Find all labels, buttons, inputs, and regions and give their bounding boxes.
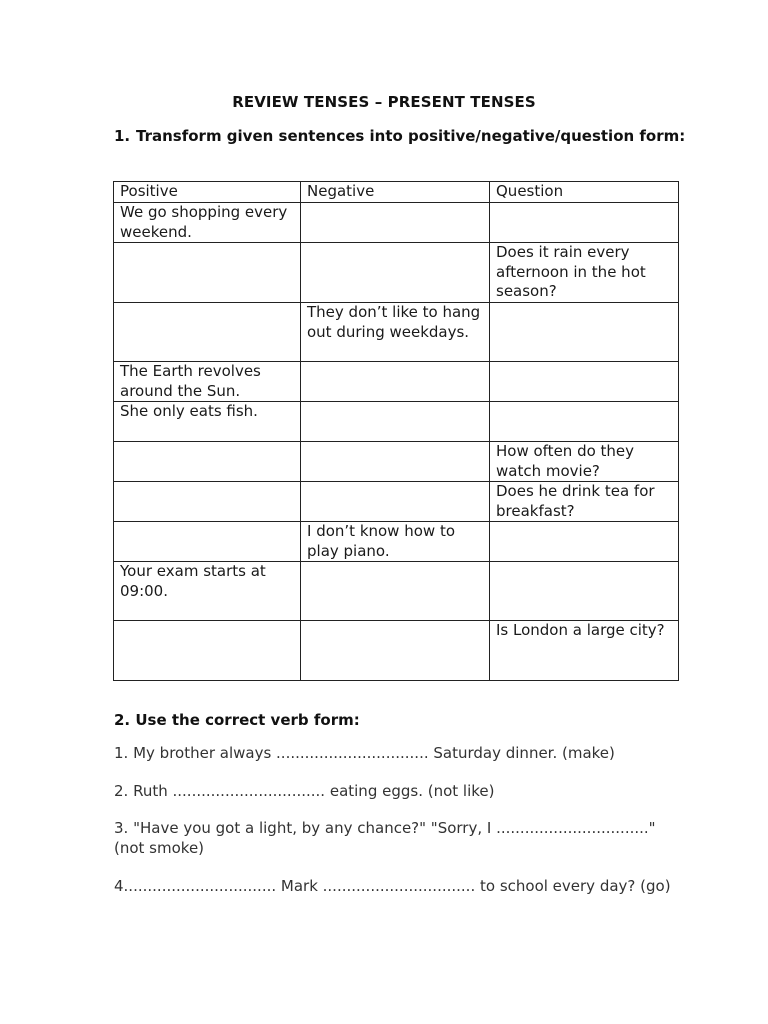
table-row [114, 243, 679, 303]
exercise-item-1: 1. My brother always ................................ Saturday dinner. (make) [114, 744, 615, 762]
table-cell [490, 203, 679, 243]
table-cell [490, 562, 679, 621]
section-1-number: 1. [114, 127, 131, 145]
table-cell [490, 362, 679, 402]
table-row [114, 621, 679, 681]
table-cell [301, 402, 490, 442]
table-cell [301, 442, 490, 482]
table-cell: Does he drink tea for breakfast? [490, 482, 679, 522]
table-row [114, 402, 679, 442]
header-positive: Positive [114, 182, 301, 203]
table-cell: Your exam starts at 09:00. [114, 562, 301, 621]
table-cell [490, 303, 679, 362]
header-negative: Negative [301, 182, 490, 203]
page-title: REVIEW TENSES – PRESENT TENSES [232, 93, 536, 111]
table-cell [301, 362, 490, 402]
table-cell: Does it rain every afternoon in the hot season? [490, 243, 679, 303]
table-row [114, 562, 679, 621]
transform-table [113, 181, 679, 681]
table-cell [301, 243, 490, 303]
exercise-item-2: 2. Ruth ................................ eating eggs. (not like) [114, 782, 495, 800]
section-2-heading: 2. Use the correct verb form: [114, 711, 360, 729]
section-1-instruction: Transform given sentences into positive/negative/question form: [136, 127, 686, 145]
table-cell [301, 562, 490, 621]
table-cell: We go shopping every weekend. [114, 203, 301, 243]
table-row [114, 442, 679, 482]
table-row [114, 303, 679, 362]
header-question: Question [490, 182, 679, 203]
table-cell [301, 621, 490, 681]
table-cell: She only eats fish. [114, 402, 301, 442]
exercise-item-4: 4................................ Mark ................................ to school every day? (go) [114, 877, 671, 895]
table-header-row [114, 182, 679, 203]
table-row [114, 203, 679, 243]
table-row [114, 522, 679, 562]
table-cell [114, 303, 301, 362]
table-cell [301, 482, 490, 522]
table-cell [114, 482, 301, 522]
table-row [114, 482, 679, 522]
table-cell: I don’t know how to play piano. [301, 522, 490, 562]
table-cell [114, 621, 301, 681]
table-cell: Is London a large city? [490, 621, 679, 681]
table-cell: How often do they watch movie? [490, 442, 679, 482]
table-cell [490, 522, 679, 562]
table-row [114, 362, 679, 402]
table-cell: They don’t like to hang out during weekdays. [301, 303, 490, 362]
section-1-heading [114, 125, 694, 147]
table-cell [114, 522, 301, 562]
table-cell [114, 243, 301, 303]
table-cell [114, 442, 301, 482]
table-cell [490, 402, 679, 442]
exercise-item-3: 3. "Have you got a light, by any chance?" "Sorry, I ................................" (not smoke) [114, 819, 656, 857]
table-cell [301, 203, 490, 243]
table-cell: The Earth revolves around the Sun. [114, 362, 301, 402]
